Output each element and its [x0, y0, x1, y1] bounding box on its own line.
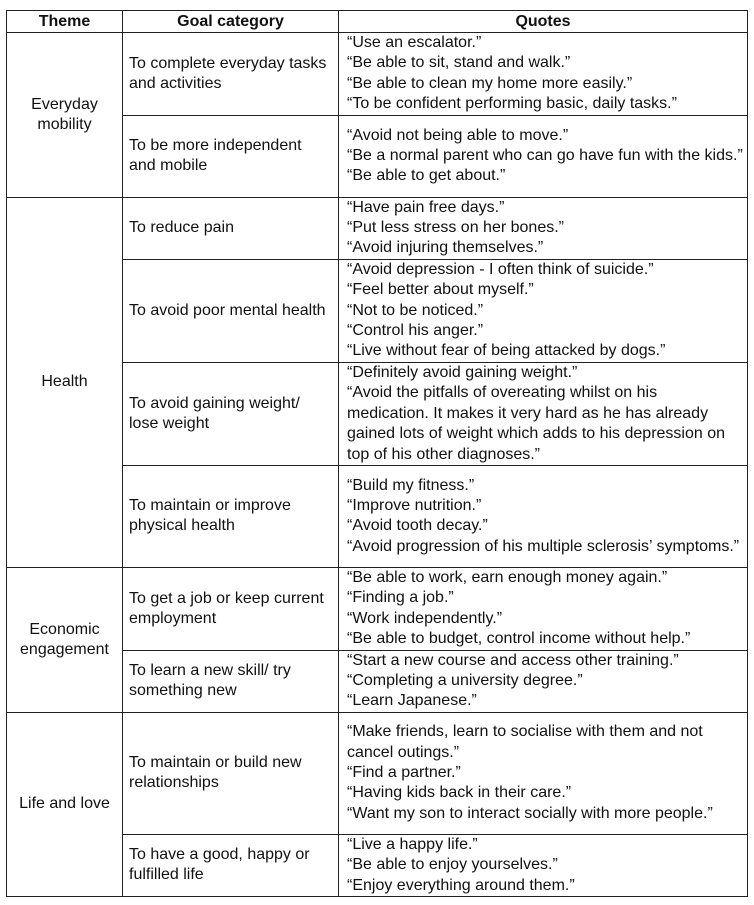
quote-text: “Make friends, learn to socialise with them and not cancel outings.” — [347, 723, 703, 761]
goal-category-cell — [123, 362, 339, 465]
quotes-cell — [339, 834, 748, 896]
quotes-cell — [339, 650, 748, 712]
quote-text: “Want my son to interact socially with more people.” — [347, 804, 713, 822]
goal-category-label: To maintain or build new relationships — [129, 754, 302, 792]
theme-label: Economic engagement — [20, 620, 109, 658]
quotes-cell — [339, 197, 748, 259]
theme-cell — [7, 197, 123, 567]
quotes-cell — [339, 115, 748, 197]
quote-text: “Be able to work, earn enough money again.” — [347, 568, 668, 586]
quote-text: “Find a partner.” — [347, 764, 461, 782]
quote-text: “Start a new course and access other training.” — [347, 651, 679, 669]
goal-category-cell — [123, 33, 339, 116]
table-header — [7, 11, 748, 33]
quote-text: “Control his anger.” — [347, 322, 484, 340]
quote-text: “Avoid not being able to move.” — [347, 126, 569, 144]
quote-text: “Be able to sit, stand and walk.” — [347, 54, 571, 72]
quote-text: “Improve nutrition.” — [347, 497, 482, 514]
header-row — [7, 11, 748, 33]
quote-text: “Live without fear of being attacked by dogs.” — [347, 342, 666, 360]
goal-category-cell — [123, 712, 339, 834]
goal-category-label: To maintain or improve physical health — [129, 497, 291, 535]
theme-cell — [7, 567, 123, 712]
goal-category-label: To be more independent and mobile — [129, 137, 302, 175]
goal-category-label: To complete everyday tasks and activities — [129, 54, 327, 92]
header-theme — [7, 11, 123, 33]
quote-text: “Completing a university degree.” — [347, 671, 583, 689]
goal-category-label: To avoid gaining weight/ lose weight — [129, 394, 300, 432]
theme-label: Life and love — [19, 795, 110, 813]
goal-category-label: To learn a new skill/ try something new — [129, 662, 291, 700]
theme-label: Health — [41, 373, 88, 391]
quote-text: “Be able to budget, control income without help.” — [347, 630, 691, 648]
quote-text: “Be a normal parent who can go have fun with the kids.” — [347, 146, 743, 164]
header-goal-category-label: Goal category — [177, 13, 284, 30]
goal-category-cell — [123, 567, 339, 650]
goal-category-label: To reduce pain — [129, 219, 234, 237]
quote-text: “Be able to clean my home more easily.” — [347, 74, 633, 92]
quote-text: “Definitely avoid gaining weight.” — [347, 363, 578, 381]
quotes-cell — [339, 362, 748, 465]
quote-text: “Learn Japanese.” — [347, 692, 477, 710]
table-row — [7, 33, 748, 116]
table-row — [7, 712, 748, 834]
quote-text: “Avoid the pitfalls of overeating whilst on his medication. It makes it very hard as he has already gained lots of weight which adds to his depression on top of his other diagnoses.” — [347, 384, 726, 463]
header-quotes-label: Quotes — [515, 13, 571, 30]
header-theme-label: Theme — [38, 13, 91, 30]
quote-text: “To be confident performing basic, daily tasks.” — [347, 95, 677, 113]
goal-category-cell — [123, 115, 339, 197]
header-goal-category — [123, 11, 339, 33]
theme-label: Everyday mobility — [31, 95, 98, 133]
theme-cell — [7, 712, 123, 896]
table-body — [7, 33, 748, 897]
quote-text: “Be able to get about.” — [347, 167, 506, 185]
quote-text: “Build my fitness.” — [347, 476, 475, 494]
quote-text: “Avoid tooth decay.” — [347, 517, 488, 535]
quote-text: “Avoid depression - I often think of suicide.” — [347, 260, 654, 278]
quote-text: “Live a happy life.” — [347, 835, 478, 853]
quote-text: “Have pain free days.” — [347, 198, 505, 216]
quote-text: “Enjoy everything around them.” — [347, 876, 575, 894]
quote-text: “Work independently.” — [347, 609, 503, 627]
quotes-cell — [339, 259, 748, 362]
quotes-cell — [339, 33, 748, 116]
quote-text: “Put less stress on her bones.” — [347, 219, 564, 237]
goal-category-cell — [123, 650, 339, 712]
quotes-cell — [339, 465, 748, 567]
quote-text: “Feel better about myself.” — [347, 281, 534, 299]
header-quotes — [339, 11, 748, 33]
goal-category-cell — [123, 465, 339, 567]
quote-text: “Avoid progression of his multiple sclerosis’ symptoms.” — [347, 537, 740, 555]
goal-category-cell — [123, 197, 339, 259]
quote-text: “Be able to enjoy yourselves.” — [347, 856, 558, 874]
quote-text: “Avoid injuring themselves.” — [347, 239, 544, 257]
goal-category-label: To get a job or keep current employment — [129, 589, 324, 627]
quotes-cell — [339, 567, 748, 650]
table-row — [7, 567, 748, 650]
quotes-cell — [339, 712, 748, 834]
goal-category-cell — [123, 834, 339, 896]
quote-text: “Use an escalator.” — [347, 34, 482, 51]
table-row — [7, 197, 748, 259]
theme-cell — [7, 33, 123, 198]
goals-table — [6, 10, 748, 897]
goal-category-cell — [123, 259, 339, 362]
quote-text: “Having kids back in their care.” — [347, 784, 572, 802]
quote-text: “Not to be noticed.” — [347, 301, 484, 319]
goal-category-label: To avoid poor mental health — [129, 301, 326, 319]
goal-category-label: To have a good, happy or fulfilled life — [129, 846, 310, 884]
quote-text: “Finding a job.” — [347, 589, 454, 607]
